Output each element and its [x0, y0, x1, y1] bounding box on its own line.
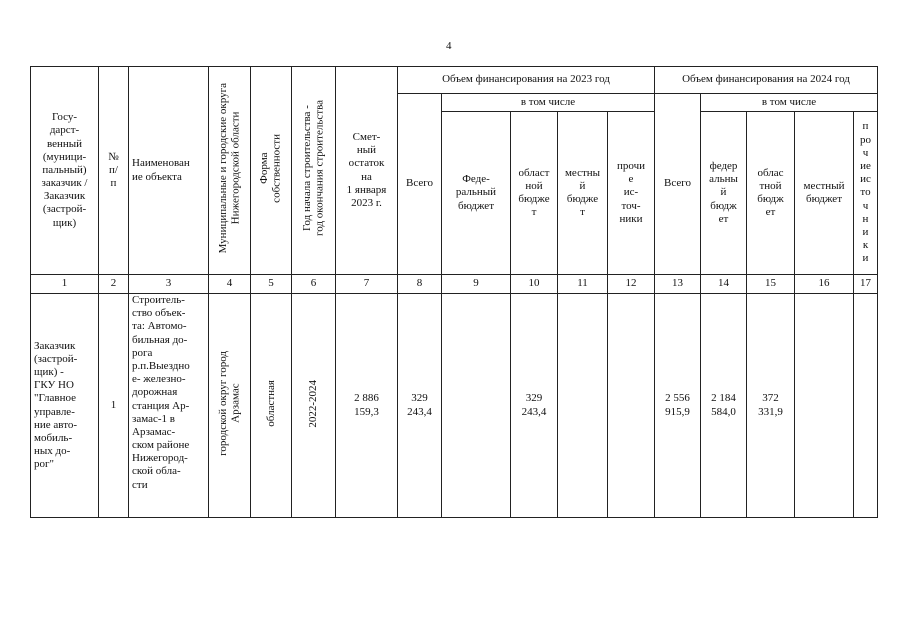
header-federal-2024: федер альны й бюдж ет [701, 112, 747, 275]
header-total-2023: Всего [398, 94, 442, 275]
column-number: 7 [336, 275, 398, 294]
table-row [31, 294, 878, 518]
column-number: 4 [209, 275, 251, 294]
header-including-2023: в том числе [442, 94, 655, 112]
header-municipality: Муниципальные и городские округа Нижегородской области [216, 83, 242, 254]
row-other-2023 [608, 294, 655, 518]
header-number: № п/ п [99, 67, 129, 275]
row-object-name: Строитель- ство объек- та: Автомо- бильная до- рога р.п.Выездно е- железно- дорожная станция Ар- замас-1 в Арзамас- ском районе Нижегород- ской обла- сти [129, 294, 209, 518]
header-regional-2024: облас тной бюдж ет [747, 112, 795, 275]
column-number: 2 [99, 275, 129, 294]
header-fin-2024: Объем финансирования на 2024 год [655, 67, 878, 94]
row-regional-2023: 329 243,4 [511, 294, 558, 518]
column-number: 16 [795, 275, 854, 294]
header-years-cell [292, 67, 336, 275]
column-number: 17 [854, 275, 878, 294]
column-number: 8 [398, 275, 442, 294]
header-ownership-cell [251, 67, 292, 275]
column-number: 14 [701, 275, 747, 294]
column-number: 15 [747, 275, 795, 294]
row-municipality-cell [209, 294, 251, 518]
column-number: 13 [655, 275, 701, 294]
header-customer: Госу- дарст- венный (муници- пальный) заказчик / Заказчик (застрой- щик) [31, 67, 99, 275]
header-federal-2023: Феде- ральный бюджет [442, 112, 511, 275]
header-including-2024: в том числе [701, 94, 878, 112]
column-number: 6 [292, 275, 336, 294]
header-regional-2023: област ной бюдже т [511, 112, 558, 275]
row-regional-2024: 372 331,9 [747, 294, 795, 518]
header-estimate-balance: Смет- ный остаток на 1 января 2023 г. [336, 67, 398, 275]
row-years: 2022-2024 [307, 379, 320, 428]
row-years-cell [292, 294, 336, 518]
column-number: 10 [511, 275, 558, 294]
row-number: 1 [99, 294, 129, 518]
row-estimate-balance: 2 886 159,3 [336, 294, 398, 518]
column-number: 5 [251, 275, 292, 294]
row-total-2023: 329 243,4 [398, 294, 442, 518]
header-other-2024: п ро ч ие ис то ч н и к и [854, 112, 878, 275]
financing-table [30, 66, 878, 518]
header-other-2023: прочи е ис- точ- ники [608, 112, 655, 275]
row-ownership: областная [264, 380, 277, 427]
row-federal-2023 [442, 294, 511, 518]
header-fin-2023: Объем финансирования на 2023 год [398, 67, 655, 94]
row-other-2024 [854, 294, 878, 518]
header-years: Год начала строительства - год окончания строительства [300, 100, 326, 237]
page-number: 4 [446, 40, 452, 52]
row-local-2023 [558, 294, 608, 518]
column-number: 3 [129, 275, 209, 294]
column-number: 12 [608, 275, 655, 294]
row-ownership-cell [251, 294, 292, 518]
header-local-2024: местный бюджет [795, 112, 854, 275]
row-customer: Заказчик (застрой- щик) - ГКУ НО "Главное управле- ние авто- мобиль- ных до- рог" [31, 294, 99, 518]
header-ownership: Форма собственности [258, 134, 283, 203]
column-number: 9 [442, 275, 511, 294]
column-number: 11 [558, 275, 608, 294]
row-local-2024 [795, 294, 854, 518]
header-total-2024: Всего [655, 94, 701, 275]
column-number: 1 [31, 275, 99, 294]
header-local-2023: местны й бюдже т [558, 112, 608, 275]
header-object-name: Наименован ие объекта [129, 67, 209, 275]
header-municipality-cell [209, 67, 251, 275]
row-total-2024: 2 556 915,9 [655, 294, 701, 518]
row-municipality: городской округ город Арзамас [216, 351, 242, 456]
row-federal-2024: 2 184 584,0 [701, 294, 747, 518]
